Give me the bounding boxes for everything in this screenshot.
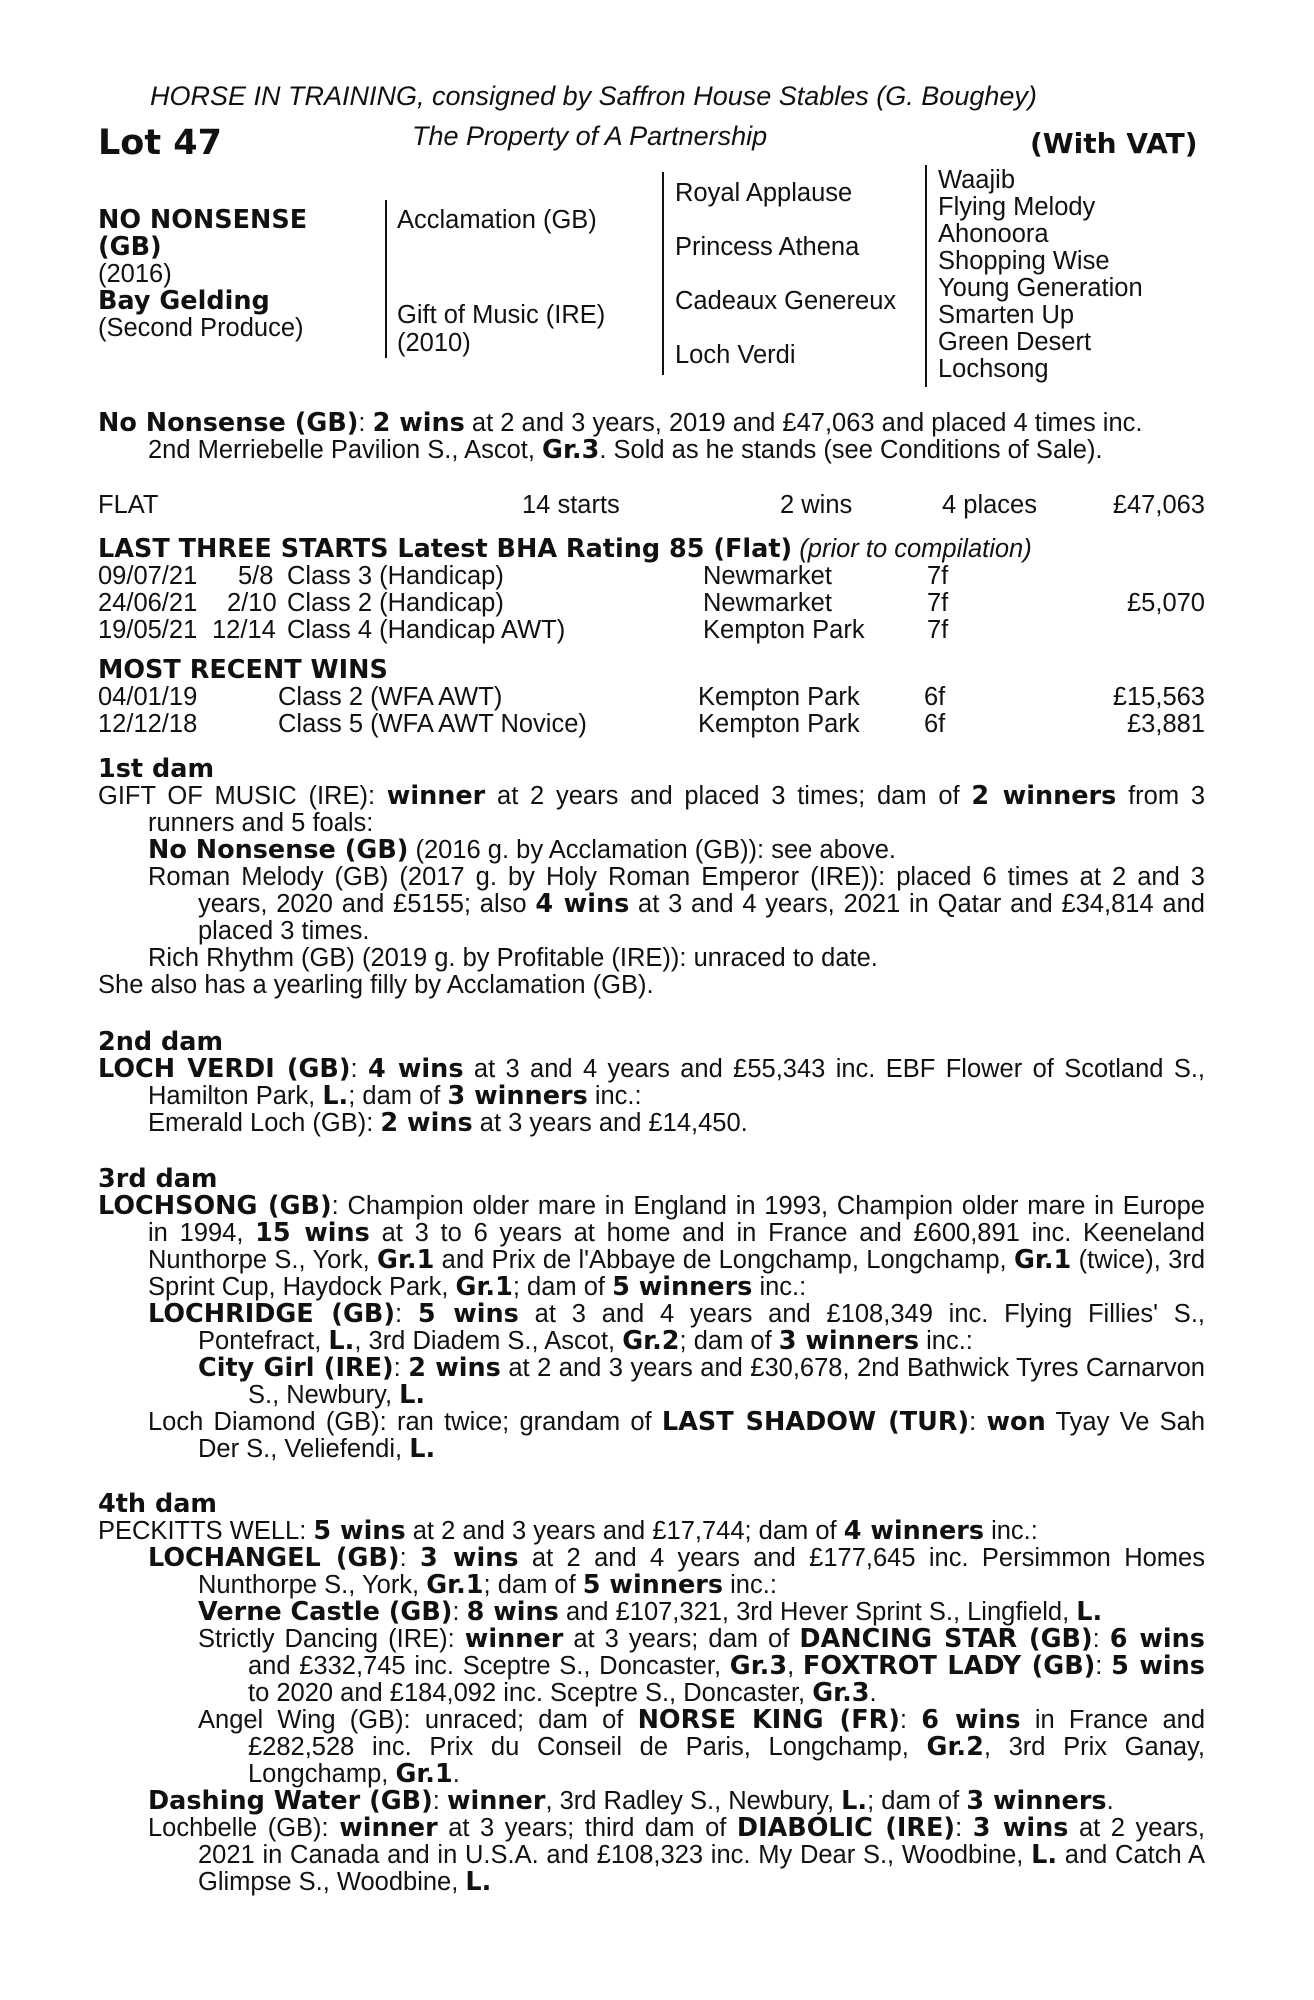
last-three-heading: LAST THREE STARTS Latest BHA Rating 85 (Flat)	[98, 534, 793, 564]
paragraph	[98, 1301, 1205, 1355]
text-fragment: 3 wins	[420, 1543, 519, 1573]
horse-year: (2016)	[98, 260, 172, 288]
text-fragment: DANCING STAR (GB)	[799, 1624, 1093, 1654]
third-dam-section	[98, 1166, 1205, 1463]
start-course: Newmarket	[703, 589, 832, 617]
text-fragment: ; dam of	[348, 1082, 448, 1110]
section-heading: 1st dam	[98, 754, 215, 784]
text-fragment: .	[452, 1760, 460, 1788]
text-fragment: She also has a yearling filly by Acclamation (GB).	[98, 971, 654, 999]
text-fragment: L.	[328, 1326, 355, 1356]
text-fragment: Dashing Water (GB)	[148, 1786, 433, 1816]
paragraph	[98, 1355, 1205, 1409]
start-course: Kempton Park	[703, 616, 865, 644]
text-fragment: LOCHANGEL (GB)	[148, 1543, 400, 1573]
paragraph	[98, 783, 1205, 837]
win-date: 04/01/19	[98, 683, 198, 711]
text-fragment: at 2 years and placed 3 times; dam of	[485, 782, 972, 810]
text-fragment: inc.:	[984, 1517, 1038, 1545]
text-fragment: at 2 and 3 years and £17,744; dam of	[405, 1517, 844, 1545]
summary-wins: 2 wins	[372, 408, 465, 438]
start-course: Newmarket	[703, 562, 832, 590]
horse-note: (Second Produce)	[98, 314, 304, 342]
last-three-note: (prior to compilation)	[799, 535, 1032, 563]
text-fragment: , 3rd Radley S., Newbury,	[545, 1787, 842, 1815]
paragraph	[98, 837, 1205, 864]
text-fragment: at 3 years; dam of	[563, 1625, 800, 1653]
gen3-dam-sire: Cadeaux Genereux	[675, 287, 897, 315]
text-fragment: City Girl (IRE)	[198, 1353, 394, 1383]
text-fragment: L.	[409, 1434, 436, 1464]
summary-text: at 2 and 3 years, 2019 and £47,063 and placed 4 times inc.	[464, 409, 1143, 437]
text-fragment: Emerald Loch (GB):	[148, 1109, 381, 1137]
text-fragment: Roman Melody (GB) (2017 g. by Holy Roman Emperor (IRE)): placed 6 times at 2 and 3 years, 2020 and £5155; also	[148, 863, 1205, 918]
start-distance: 7f	[927, 616, 949, 644]
text-fragment: GIFT OF MUSIC (IRE):	[98, 782, 387, 810]
race-summary	[98, 410, 1205, 464]
win-course: Kempton Park	[698, 710, 860, 738]
paragraph	[98, 1788, 1205, 1815]
text-fragment: No Nonsense (GB)	[148, 835, 409, 865]
win-distance: 6f	[924, 710, 946, 738]
paragraph	[98, 864, 1205, 945]
win-prize: £3,881	[1127, 710, 1205, 738]
text-fragment: Gr.1	[455, 1272, 513, 1302]
start-race: Class 2 (Handicap)	[287, 589, 504, 617]
gen4-item: Waajib	[938, 166, 1015, 194]
text-fragment: at 2 years, 2021 in Canada and in U.S.A. and £108,323 inc. My Dear S., Woodbine,	[198, 1814, 1205, 1869]
text-fragment: :	[1092, 1625, 1110, 1653]
start-date: 24/06/21	[98, 589, 198, 617]
record-earnings: £47,063	[1112, 491, 1205, 519]
pedigree-divider	[385, 200, 387, 358]
text-fragment: inc.:	[752, 1273, 807, 1301]
text-fragment: Rich Rhythm (GB) (2019 g. by Profitable (IRE)): unraced to date.	[148, 944, 878, 972]
start-race: Class 3 (Handicap)	[287, 562, 504, 590]
text-fragment: :	[899, 1706, 922, 1734]
text-fragment: at 3 years and £14,450.	[472, 1109, 748, 1137]
text-fragment: Gr.2	[926, 1732, 984, 1762]
text-fragment: :	[394, 1300, 418, 1328]
paragraph	[98, 1518, 1205, 1545]
text-fragment: at 2 and 3 years and £30,678, 2nd Bathwick Tyres Carnarvon S., Newbury,	[248, 1354, 1205, 1409]
vat-label: (With VAT)	[1030, 127, 1198, 160]
text-fragment: Gr.1	[395, 1759, 453, 1789]
text-fragment: 15 wins	[255, 1218, 370, 1248]
summary-text: 2nd Merriebelle Pavilion S., Ascot,	[148, 436, 543, 464]
text-fragment: Gr.1	[377, 1245, 435, 1275]
start-distance: 7f	[927, 589, 949, 617]
text-fragment: ,	[787, 1652, 803, 1680]
text-fragment: ; dam of	[679, 1327, 779, 1355]
property-line: The Property of A Partnership	[412, 121, 768, 151]
start-distance: 7f	[927, 562, 949, 590]
text-fragment: ; dam of	[483, 1571, 583, 1599]
text-fragment: Strictly Dancing (IRE):	[198, 1625, 465, 1653]
text-fragment: 6 wins	[1109, 1624, 1205, 1654]
pedigree-divider	[925, 165, 927, 387]
consignment-line: HORSE IN TRAINING, consigned by Saffron House Stables (G. Boughey)	[150, 81, 1037, 111]
text-fragment: LOCHRIDGE (GB)	[148, 1299, 395, 1329]
first-dam-section	[98, 756, 1205, 999]
gen4-item: Ahonoora	[938, 220, 1049, 248]
text-fragment: :	[399, 1544, 421, 1572]
text-fragment: : Champion older mare in England in 1993, Champion older mare in Europe in 1994,	[148, 1192, 1205, 1247]
gen4-item: Shopping Wise	[938, 247, 1110, 275]
start-date: 09/07/21	[98, 562, 198, 590]
gen4-item: Flying Melody	[938, 193, 1096, 221]
text-fragment: Gr.1	[1013, 1245, 1072, 1275]
text-fragment: 4 winners	[843, 1516, 984, 1546]
sire-name: Acclamation (GB)	[397, 206, 597, 234]
start-date: 19/05/21	[98, 616, 198, 644]
recent-wins-heading: MOST RECENT WINS	[98, 655, 388, 685]
text-fragment: at 3 and 4 years and £108,349 inc. Flying Fillies' S., Pontefract,	[198, 1300, 1205, 1355]
text-fragment: 5 wins	[313, 1516, 406, 1546]
horse-country: (GB)	[98, 232, 162, 262]
text-fragment: won	[986, 1407, 1046, 1437]
text-fragment: :	[432, 1787, 447, 1815]
text-fragment: DIABOLIC (IRE)	[736, 1813, 956, 1843]
text-fragment: :	[350, 1055, 368, 1083]
gen3-dam-dam: Loch Verdi	[675, 341, 796, 369]
start-prize: £5,070	[1127, 589, 1205, 617]
text-fragment: at 2 and 4 years and £177,645 inc. Persimmon Homes Nunthorpe S., York,	[198, 1544, 1205, 1599]
gen3-sire-sire: Royal Applause	[675, 179, 853, 207]
text-fragment: L.	[322, 1081, 349, 1111]
paragraph	[98, 1056, 1205, 1110]
record-places: 4 places	[942, 491, 1037, 519]
text-fragment: ; dam of	[867, 1787, 967, 1815]
text-fragment: at 3 years; third dam of	[437, 1814, 737, 1842]
horse-type: Bay Gelding	[98, 286, 270, 316]
text-fragment: L.	[465, 1867, 492, 1897]
text-fragment: :	[969, 1408, 987, 1436]
text-fragment: NORSE KING (FR)	[637, 1705, 900, 1735]
text-fragment: Angel Wing (GB): unraced; dam of	[198, 1706, 638, 1734]
text-fragment: FOXTROT LADY (GB)	[802, 1651, 1096, 1681]
text-fragment: at 3 and 4 years, 2021 in Qatar and £34,814 and placed 3 times.	[198, 890, 1205, 945]
win-date: 12/12/18	[98, 710, 198, 738]
text-fragment: winner	[386, 781, 486, 811]
gen4-item: Smarten Up	[938, 301, 1075, 329]
text-fragment: :	[393, 1354, 409, 1382]
text-fragment: Verne Castle (GB)	[198, 1597, 453, 1627]
win-race: Class 5 (WFA AWT Novice)	[278, 710, 587, 738]
gen4-item: Lochsong	[938, 355, 1049, 383]
text-fragment: Gr.1	[426, 1570, 484, 1600]
text-fragment: 2 wins	[408, 1353, 501, 1383]
text-fragment: inc.:	[587, 1082, 642, 1110]
text-fragment: 4 wins	[535, 889, 630, 919]
text-fragment: 5 wins	[1111, 1651, 1205, 1681]
text-fragment: Tyay Ve Sah Der S., Veliefendi,	[198, 1408, 1205, 1463]
text-fragment: .	[1106, 1787, 1114, 1815]
text-fragment: at 3 and 4 years and £55,343 inc. EBF Flower of Scotland S., Hamilton Park,	[148, 1055, 1205, 1110]
text-fragment: Gr.2	[622, 1326, 680, 1356]
text-fragment: at 3 to 6 years at home and in France and £600,891 inc. Keeneland Nunthorpe S., York,	[148, 1219, 1205, 1274]
pedigree-divider	[662, 172, 664, 375]
start-position: 2/10	[227, 589, 277, 617]
lot-number: Lot 47	[98, 123, 222, 163]
text-fragment: 5 winners	[582, 1570, 724, 1600]
text-fragment: L.	[1076, 1597, 1103, 1627]
text-fragment: inc.:	[723, 1571, 777, 1599]
paragraph	[98, 1707, 1205, 1788]
paragraph	[98, 1815, 1205, 1896]
text-fragment: Gr.3	[812, 1678, 870, 1708]
text-fragment: 2 wins	[380, 1108, 473, 1138]
paragraph	[98, 1409, 1205, 1463]
summary-grade: Gr.3	[542, 435, 600, 465]
text-fragment: 2 winners	[971, 781, 1117, 811]
text-fragment: .	[869, 1679, 877, 1707]
text-fragment: winner	[339, 1813, 438, 1843]
text-fragment: 6 wins	[921, 1705, 1021, 1735]
gen3-sire-dam: Princess Athena	[675, 233, 860, 261]
win-distance: 6f	[924, 683, 946, 711]
section-heading: 2nd dam	[98, 1027, 224, 1057]
text-fragment: PECKITTS WELL:	[98, 1517, 314, 1545]
text-fragment: LAST SHADOW (TUR)	[661, 1407, 970, 1437]
text-fragment: LOCHSONG (GB)	[98, 1191, 332, 1221]
second-dam-section	[98, 1029, 1205, 1137]
win-course: Kempton Park	[698, 683, 860, 711]
text-fragment: winner	[464, 1624, 564, 1654]
record-type: FLAT	[98, 491, 159, 519]
text-fragment: :	[955, 1814, 973, 1842]
text-fragment: and Prix de l'Abbaye de Longchamp, Longchamp,	[434, 1246, 1014, 1274]
text-fragment: in France and £282,528 inc. Prix du Conseil de Paris, Longchamp,	[248, 1706, 1205, 1761]
win-race: Class 2 (WFA AWT)	[278, 683, 503, 711]
record-starts: 14 starts	[522, 491, 620, 519]
text-fragment: 3 winners	[966, 1786, 1107, 1816]
text-fragment: 3 winners	[447, 1081, 588, 1111]
text-fragment: :	[452, 1598, 467, 1626]
summary-text: . Sold as he stands (see Conditions of Sale).	[599, 436, 1103, 464]
gen4-item: Green Desert	[938, 328, 1092, 356]
text-fragment: 8 wins	[466, 1597, 559, 1627]
text-fragment: (twice), 3rd Sprint Cup, Haydock Park,	[148, 1246, 1206, 1301]
text-fragment: winner	[446, 1786, 546, 1816]
paragraph	[98, 1193, 1205, 1301]
text-fragment: :	[1095, 1652, 1112, 1680]
dam-name: Gift of Music (IRE)	[397, 301, 606, 329]
text-fragment: Gr.3	[729, 1651, 788, 1681]
text-fragment: and Catch A Glimpse S., Woodbine,	[198, 1841, 1205, 1896]
paragraph	[98, 1545, 1205, 1599]
paragraph	[98, 1599, 1205, 1626]
dam-year: (2010)	[397, 329, 471, 357]
text-fragment: 4 wins	[367, 1054, 464, 1084]
start-position: 12/14	[212, 616, 276, 644]
text-fragment: L.	[1031, 1840, 1058, 1870]
text-fragment: 5 wins	[417, 1299, 519, 1329]
text-fragment: to 2020 and £184,092 inc. Sceptre S., Doncaster,	[248, 1679, 813, 1707]
text-fragment: Loch Diamond (GB): ran twice; grandam of	[148, 1408, 662, 1436]
paragraph	[98, 1626, 1205, 1707]
text-fragment: inc.:	[919, 1327, 973, 1355]
start-race: Class 4 (Handicap AWT)	[287, 616, 566, 644]
fourth-dam-section	[98, 1491, 1205, 1896]
text-fragment: , 3rd Prix Ganay, Longchamp,	[248, 1733, 1205, 1788]
section-heading: 4th dam	[98, 1489, 217, 1519]
text-fragment: L.	[399, 1380, 426, 1410]
text-fragment: L.	[841, 1786, 868, 1816]
section-heading: 3rd dam	[98, 1164, 218, 1194]
paragraph: No Nonsense (GB): 2 wins at 2 and 3 years, 2019 and £47,063 and placed 4 times inc. 2nd Merriebelle Pavilion S., Ascot, Gr.3. Sold as he stands (see Conditions of Sale).	[98, 408, 1143, 465]
text-fragment: LOCH VERDI (GB)	[98, 1054, 351, 1084]
text-fragment: and £107,321, 3rd Hever Sprint S., Lingfield,	[558, 1598, 1077, 1626]
paragraph	[98, 1110, 1205, 1137]
gen4-item: Young Generation	[938, 274, 1143, 302]
text-fragment: , 3rd Diadem S., Ascot,	[354, 1327, 623, 1355]
summary-horse-name: No Nonsense (GB)	[98, 408, 359, 438]
text-fragment: 3 winners	[778, 1326, 920, 1356]
text-fragment: 5 winners	[612, 1272, 753, 1302]
start-position: 5/8	[238, 562, 274, 590]
text-fragment: Lochbelle (GB):	[148, 1814, 340, 1842]
text-fragment: ; dam of	[512, 1273, 613, 1301]
win-prize: £15,563	[1112, 683, 1205, 711]
text-fragment: from 3 runners and 5 foals:	[148, 782, 1206, 837]
record-wins: 2 wins	[780, 491, 853, 519]
text-fragment: and £332,745 inc. Sceptre S., Doncaster,	[248, 1652, 730, 1680]
text-fragment: (2016 g. by Acclamation (GB)): see above.	[408, 836, 896, 864]
text-fragment: 3 wins	[972, 1813, 1069, 1843]
horse-name: NO NONSENSE	[98, 205, 308, 235]
